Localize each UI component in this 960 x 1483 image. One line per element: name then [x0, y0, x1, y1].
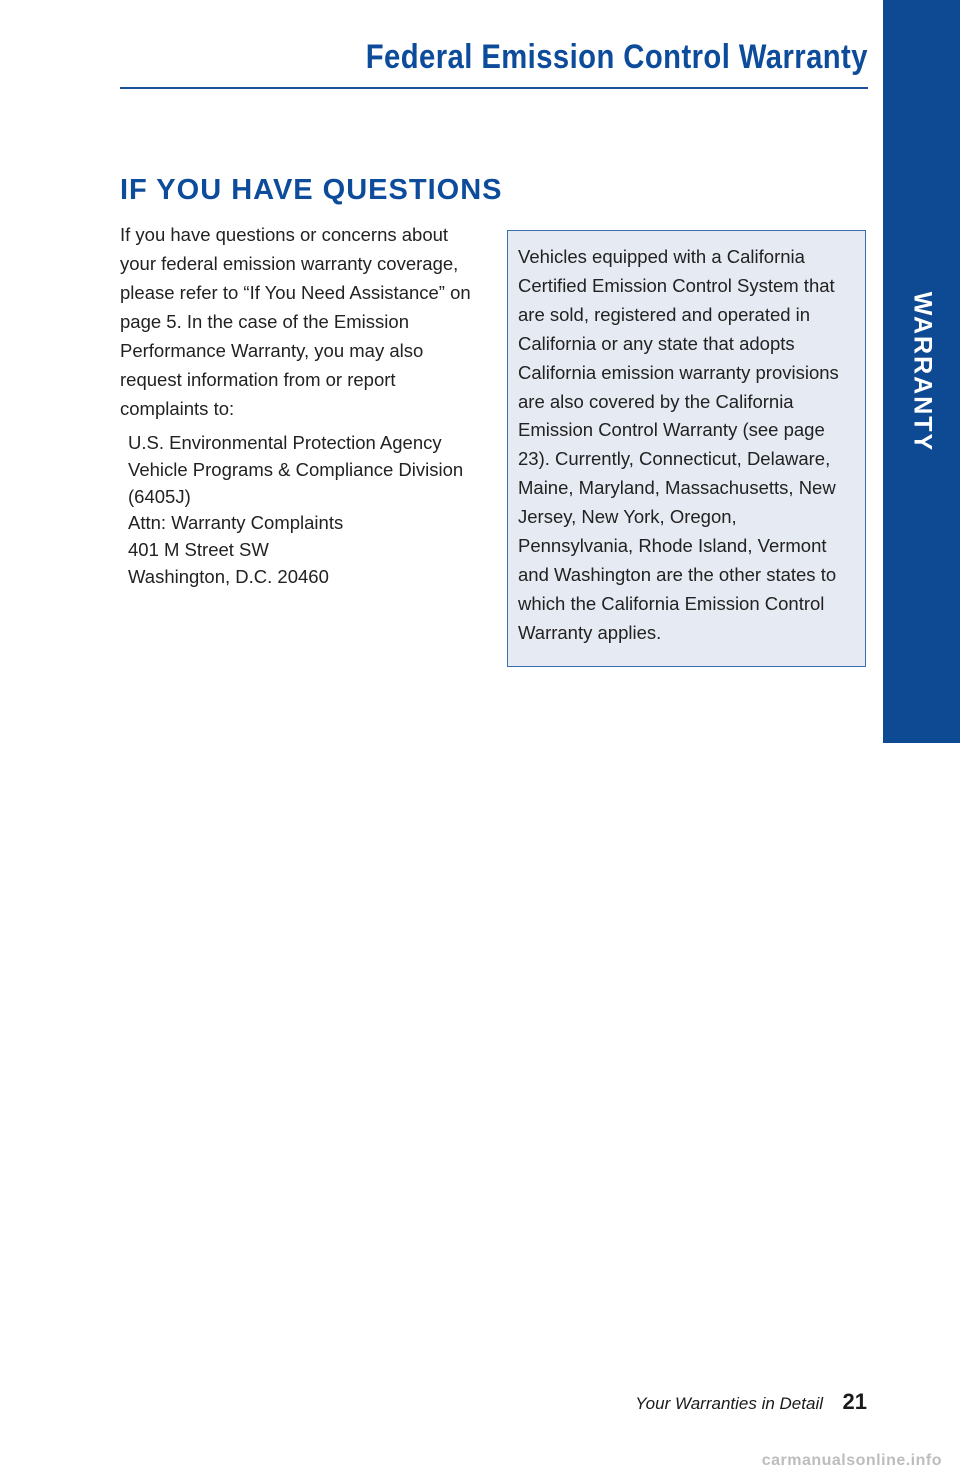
title-divider	[120, 87, 868, 89]
address-line: Vehicle Programs & Compliance Division	[128, 458, 464, 480]
section-heading: IF YOU HAVE QUESTIONS	[120, 174, 503, 206]
intro-paragraph: If you have questions or concerns about your federal emission warranty coverage, please refer to “If You Need Assistance” on page 5. In the case of the Emission Performance Warranty, you may also request information from or report complaints to:	[120, 224, 471, 419]
page-title: Federal Emission Control Warranty	[365, 38, 868, 76]
side-tab	[883, 0, 960, 743]
address-line: (6405J)	[128, 485, 191, 507]
address-line: Washington, D.C. 20460	[128, 565, 329, 587]
page-number: 21	[842, 1389, 867, 1414]
side-tab-label: WARRANTY	[908, 291, 936, 453]
callout-box	[507, 230, 866, 667]
callout-text: Vehicles equipped with a California Certified Emission Control System that are sold, registered and operated in California or any state that adopts California emission warranty provisions are also covered by the California Emission Control Warranty (see page 23). Currently, Connecticut, Delaware, Maine, Maryland, Massachusetts, New Jersey, New York, Oregon, Pennsylvania, Rhode Island, Vermont and Washington are the other states to which the California Emission Control Warranty applies.	[518, 246, 839, 643]
address-line: Attn: Warranty Complaints	[128, 512, 344, 534]
address-line: U.S. Environmental Protection Agency	[128, 432, 442, 453]
address-block	[128, 430, 488, 591]
address-line: 401 M Street SW	[128, 539, 269, 561]
watermark: carmanualsonline.info	[761, 1452, 942, 1469]
footer-section-label: Your Warranties in Detail	[635, 1394, 823, 1413]
